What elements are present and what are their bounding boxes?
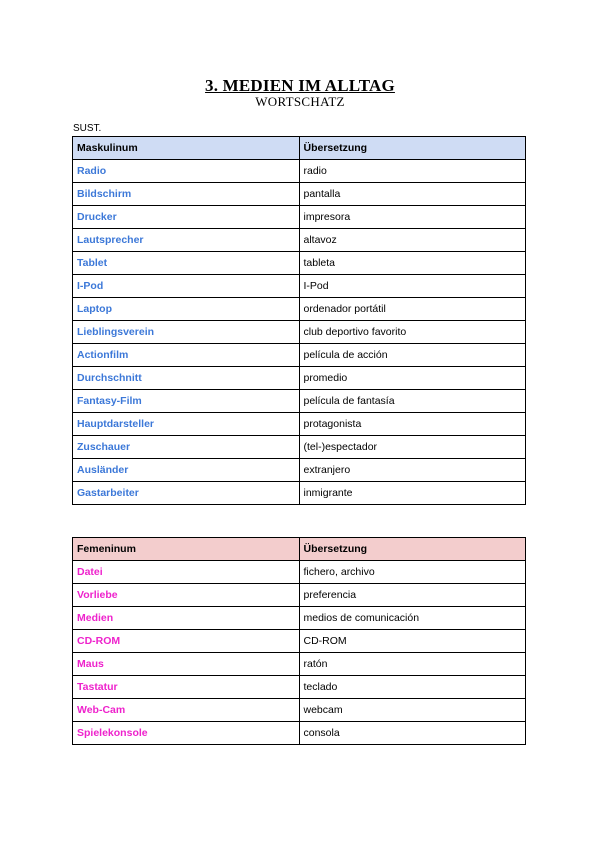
- german-word: Web-Cam: [73, 699, 300, 722]
- table-row: [73, 722, 526, 745]
- german-word: Gastarbeiter: [73, 482, 300, 505]
- spanish-translation: webcam: [299, 699, 526, 722]
- spanish-translation: club deportivo favorito: [299, 321, 526, 344]
- table-row: [73, 275, 526, 298]
- spanish-translation: tableta: [299, 252, 526, 275]
- table-row: [73, 160, 526, 183]
- spanish-translation: (tel-)espectador: [299, 436, 526, 459]
- spanish-translation: impresora: [299, 206, 526, 229]
- masculine-table-body: [73, 137, 526, 505]
- german-word: Zuschauer: [73, 436, 300, 459]
- spanish-translation: película de acción: [299, 344, 526, 367]
- german-word: Laptop: [73, 298, 300, 321]
- table-row: [73, 229, 526, 252]
- table-row: [73, 482, 526, 505]
- table-row: [73, 252, 526, 275]
- masculine-header-row: [73, 137, 526, 160]
- spanish-translation: consola: [299, 722, 526, 745]
- spanish-translation: película de fantasía: [299, 390, 526, 413]
- german-word: Hauptdarsteller: [73, 413, 300, 436]
- table-row: [73, 344, 526, 367]
- table-row: [73, 183, 526, 206]
- spanish-translation: ratón: [299, 653, 526, 676]
- german-word: Maus: [73, 653, 300, 676]
- german-word: Lieblingsverein: [73, 321, 300, 344]
- spanish-translation: fichero, archivo: [299, 561, 526, 584]
- page-title: 3. MEDIEN IM ALLTAG: [205, 76, 395, 95]
- feminine-table: [72, 537, 526, 745]
- german-word: Actionfilm: [73, 344, 300, 367]
- german-word: Ausländer: [73, 459, 300, 482]
- spanish-translation: altavoz: [299, 229, 526, 252]
- german-word: I-Pod: [73, 275, 300, 298]
- feminine-table-body: [73, 538, 526, 745]
- german-word: Tastatur: [73, 676, 300, 699]
- feminine-header-row: [73, 538, 526, 561]
- table-row: [73, 699, 526, 722]
- german-word: Tablet: [73, 252, 300, 275]
- spanish-translation: pantalla: [299, 183, 526, 206]
- spanish-translation: preferencia: [299, 584, 526, 607]
- table-row: [73, 607, 526, 630]
- spanish-translation: ordenador portátil: [299, 298, 526, 321]
- table-row: [73, 367, 526, 390]
- german-word: Bildschirm: [73, 183, 300, 206]
- spanish-translation: inmigrante: [299, 482, 526, 505]
- german-word: Vorliebe: [73, 584, 300, 607]
- feminine-gender-header: Femeninum: [73, 538, 300, 561]
- german-word: Radio: [73, 160, 300, 183]
- masculine-translation-header: Übersetzung: [299, 137, 526, 160]
- table-row: [73, 413, 526, 436]
- table-row: [73, 676, 526, 699]
- german-word: Drucker: [73, 206, 300, 229]
- table-row: [73, 561, 526, 584]
- page-subtitle: WORTSCHATZ: [255, 94, 345, 109]
- german-word: CD-ROM: [73, 630, 300, 653]
- table-row: [73, 390, 526, 413]
- table-row: [73, 459, 526, 482]
- spanish-translation: extranjero: [299, 459, 526, 482]
- spanish-translation: medios de comunicación: [299, 607, 526, 630]
- table-row: [73, 653, 526, 676]
- german-word: Spielekonsole: [73, 722, 300, 745]
- spanish-translation: CD-ROM: [299, 630, 526, 653]
- masculine-gender-header: Maskulinum: [73, 137, 300, 160]
- table-row: [73, 206, 526, 229]
- german-word: Fantasy-Film: [73, 390, 300, 413]
- german-word: Lautsprecher: [73, 229, 300, 252]
- german-word: Durchschnitt: [73, 367, 300, 390]
- spanish-translation: protagonista: [299, 413, 526, 436]
- german-word: Datei: [73, 561, 300, 584]
- table-row: [73, 436, 526, 459]
- table-row: [73, 584, 526, 607]
- section-label: SUST.: [73, 123, 102, 134]
- feminine-translation-header: Übersetzung: [299, 538, 526, 561]
- table-row: [73, 298, 526, 321]
- spanish-translation: I-Pod: [299, 275, 526, 298]
- table-row: [73, 630, 526, 653]
- spanish-translation: radio: [299, 160, 526, 183]
- masculine-table: [72, 136, 526, 505]
- spanish-translation: teclado: [299, 676, 526, 699]
- table-row: [73, 321, 526, 344]
- german-word: Medien: [73, 607, 300, 630]
- spanish-translation: promedio: [299, 367, 526, 390]
